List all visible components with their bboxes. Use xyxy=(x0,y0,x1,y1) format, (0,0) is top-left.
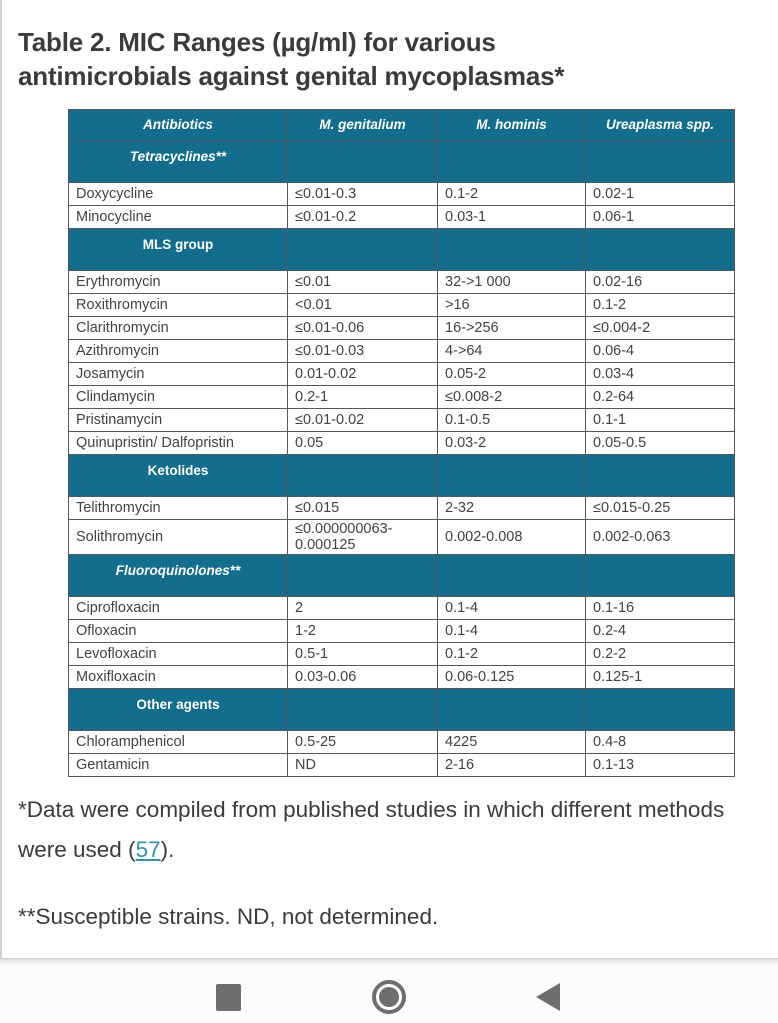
mic-value-cell: 2 xyxy=(288,596,438,619)
table-row xyxy=(69,316,735,339)
section-row xyxy=(69,454,735,496)
section-empty-cell xyxy=(586,554,735,596)
table-row xyxy=(69,431,735,454)
section-header-cell: MLS group xyxy=(69,228,288,270)
mic-value-cell: <0.01 xyxy=(288,293,438,316)
section-header-cell: Tetracyclines** xyxy=(69,140,288,182)
table-row xyxy=(69,596,735,619)
section-empty-cell xyxy=(586,140,735,182)
section-header-cell: Fluoroquinolones** xyxy=(69,554,288,596)
mic-value-cell: 0.2-64 xyxy=(586,385,735,408)
antibiotic-name-cell: Clarithromycin xyxy=(69,316,288,339)
section-empty-cell xyxy=(438,140,586,182)
mic-value-cell: 0.05-0.5 xyxy=(586,431,735,454)
table-row xyxy=(69,730,735,753)
mic-value-cell: 0.06-0.125 xyxy=(438,665,586,688)
antibiotic-name-cell: Gentamicin xyxy=(69,753,288,776)
page-title: Table 2. MIC Ranges (µg/ml) for various antimicrobials against genital mycoplasmas* xyxy=(18,27,565,91)
mic-value-cell: ≤0.015 xyxy=(288,496,438,519)
mic-value-cell: 0.01-0.02 xyxy=(288,362,438,385)
mic-value-cell: 0.1-2 xyxy=(438,182,586,205)
mic-value-cell: 0.03-0.06 xyxy=(288,665,438,688)
mic-value-cell: 0.05-2 xyxy=(438,362,586,385)
mic-value-cell: ≤0.01-0.02 xyxy=(288,408,438,431)
antibiotic-name-cell: Moxifloxacin xyxy=(69,665,288,688)
mic-value-cell: 0.4-8 xyxy=(586,730,735,753)
footnote-1-closing: ). xyxy=(160,836,175,862)
antibiotic-name-cell: Solithromycin xyxy=(69,519,288,554)
mic-value-cell: 0.06-1 xyxy=(586,205,735,228)
mic-value-cell: ≤0.01-0.2 xyxy=(288,205,438,228)
footnote-2: **Susceptible strains. ND, not determined. xyxy=(18,903,439,929)
mic-value-cell: 16->256 xyxy=(438,316,586,339)
section-header-cell: Ketolides xyxy=(69,454,288,496)
column-header: Ureaplasma spp. xyxy=(586,109,735,140)
antibiotic-name-cell: Pristinamycin xyxy=(69,408,288,431)
mic-value-cell: ≤0.01-0.03 xyxy=(288,339,438,362)
column-header: M. hominis xyxy=(438,109,586,140)
mic-value-cell: 0.1-0.5 xyxy=(438,408,586,431)
table-row xyxy=(69,205,735,228)
mic-value-cell: ≤0.01-0.06 xyxy=(288,316,438,339)
antibiotic-name-cell: Minocycline xyxy=(69,205,288,228)
mic-value-cell: >16 xyxy=(438,293,586,316)
android-navigation-bar xyxy=(0,958,778,1023)
mic-ranges-table xyxy=(68,109,735,777)
reference-link-57[interactable]: 57 xyxy=(135,836,161,862)
mic-value-cell: 0.002-0.008 xyxy=(438,519,586,554)
mic-value-cell: 1-2 xyxy=(288,619,438,642)
footnote-1-text: *Data were compiled from published studies in which different methods were used ( xyxy=(18,796,725,862)
table-row xyxy=(69,293,735,316)
section-empty-cell xyxy=(438,228,586,270)
section-empty-cell xyxy=(586,688,735,730)
mic-value-cell: 0.1-1 xyxy=(586,408,735,431)
table-row xyxy=(69,753,735,776)
section-row xyxy=(69,140,735,182)
antibiotic-name-cell: Levofloxacin xyxy=(69,642,288,665)
mic-value-cell: 0.1-13 xyxy=(586,753,735,776)
mic-value-cell: ≤0.000000063-0.000125 xyxy=(288,519,438,554)
recents-square-icon xyxy=(216,984,241,1011)
antibiotic-name-cell: Doxycycline xyxy=(69,182,288,205)
antibiotic-name-cell: Telithromycin xyxy=(69,496,288,519)
table-header-row xyxy=(69,109,735,140)
mic-value-cell: 0.2-4 xyxy=(586,619,735,642)
section-empty-cell xyxy=(438,454,586,496)
table-row xyxy=(69,496,735,519)
table-row xyxy=(69,339,735,362)
mic-value-cell: ≤0.015-0.25 xyxy=(586,496,735,519)
section-empty-cell xyxy=(586,228,735,270)
home-button[interactable] xyxy=(365,973,413,1021)
section-empty-cell xyxy=(288,688,438,730)
mic-value-cell: 0.125-1 xyxy=(586,665,735,688)
footnote-1 xyxy=(18,790,754,870)
antibiotic-name-cell: Chloramphenicol xyxy=(69,730,288,753)
mic-value-cell: 0.5-25 xyxy=(288,730,438,753)
home-circle-icon xyxy=(372,980,406,1014)
antibiotic-name-cell: Ciprofloxacin xyxy=(69,596,288,619)
mic-value-cell: 0.06-4 xyxy=(586,339,735,362)
section-row xyxy=(69,554,735,596)
mic-value-cell: 0.1-16 xyxy=(586,596,735,619)
table-row xyxy=(69,385,735,408)
section-header-cell: Other agents xyxy=(69,688,288,730)
mic-value-cell: 0.1-4 xyxy=(438,596,586,619)
mic-value-cell: 0.02-1 xyxy=(586,182,735,205)
mic-value-cell: 2-32 xyxy=(438,496,586,519)
mic-value-cell: ≤0.01-0.3 xyxy=(288,182,438,205)
table-row xyxy=(69,270,735,293)
mic-value-cell: ND xyxy=(288,753,438,776)
table-row xyxy=(69,519,735,554)
back-arrow-icon xyxy=(536,983,560,1011)
section-empty-cell xyxy=(288,228,438,270)
mic-value-cell: 0.1-2 xyxy=(586,293,735,316)
mic-value-cell: ≤0.004-2 xyxy=(586,316,735,339)
column-header: M. genitalium xyxy=(288,109,438,140)
mic-value-cell: 0.03-4 xyxy=(586,362,735,385)
mic-value-cell: 0.03-2 xyxy=(438,431,586,454)
antibiotic-name-cell: Erythromycin xyxy=(69,270,288,293)
mic-value-cell: 0.002-0.063 xyxy=(586,519,735,554)
table-row xyxy=(69,362,735,385)
table-row xyxy=(69,619,735,642)
mic-value-cell: 32->1 000 xyxy=(438,270,586,293)
mic-value-cell: 0.05 xyxy=(288,431,438,454)
antibiotic-name-cell: Josamycin xyxy=(69,362,288,385)
section-empty-cell xyxy=(288,140,438,182)
mic-value-cell: 0.02-16 xyxy=(586,270,735,293)
table-row xyxy=(69,182,735,205)
table-row xyxy=(69,408,735,431)
table-row xyxy=(69,642,735,665)
mic-value-cell: ≤0.01 xyxy=(288,270,438,293)
mic-value-cell: 0.03-1 xyxy=(438,205,586,228)
antibiotic-name-cell: Azithromycin xyxy=(69,339,288,362)
column-header: Antibiotics xyxy=(69,109,288,140)
recents-button[interactable] xyxy=(204,973,252,1021)
section-empty-cell xyxy=(288,454,438,496)
section-row xyxy=(69,688,735,730)
antibiotic-name-cell: Quinupristin/ Dalfopristin xyxy=(69,431,288,454)
antibiotic-name-cell: Roxithromycin xyxy=(69,293,288,316)
mic-value-cell: 0.2-2 xyxy=(586,642,735,665)
mic-value-cell: 4->64 xyxy=(438,339,586,362)
mic-value-cell: 4225 xyxy=(438,730,586,753)
section-empty-cell xyxy=(438,688,586,730)
table-row xyxy=(69,665,735,688)
mic-value-cell: ≤0.008-2 xyxy=(438,385,586,408)
mic-value-cell: 0.5-1 xyxy=(288,642,438,665)
section-row xyxy=(69,228,735,270)
antibiotic-name-cell: Ofloxacin xyxy=(69,619,288,642)
mic-value-cell: 0.1-2 xyxy=(438,642,586,665)
mic-value-cell: 0.2-1 xyxy=(288,385,438,408)
antibiotic-name-cell: Clindamycin xyxy=(69,385,288,408)
section-empty-cell xyxy=(586,454,735,496)
mic-value-cell: 0.1-4 xyxy=(438,619,586,642)
back-button[interactable] xyxy=(524,973,572,1021)
section-empty-cell xyxy=(288,554,438,596)
section-empty-cell xyxy=(438,554,586,596)
mic-value-cell: 2-16 xyxy=(438,753,586,776)
